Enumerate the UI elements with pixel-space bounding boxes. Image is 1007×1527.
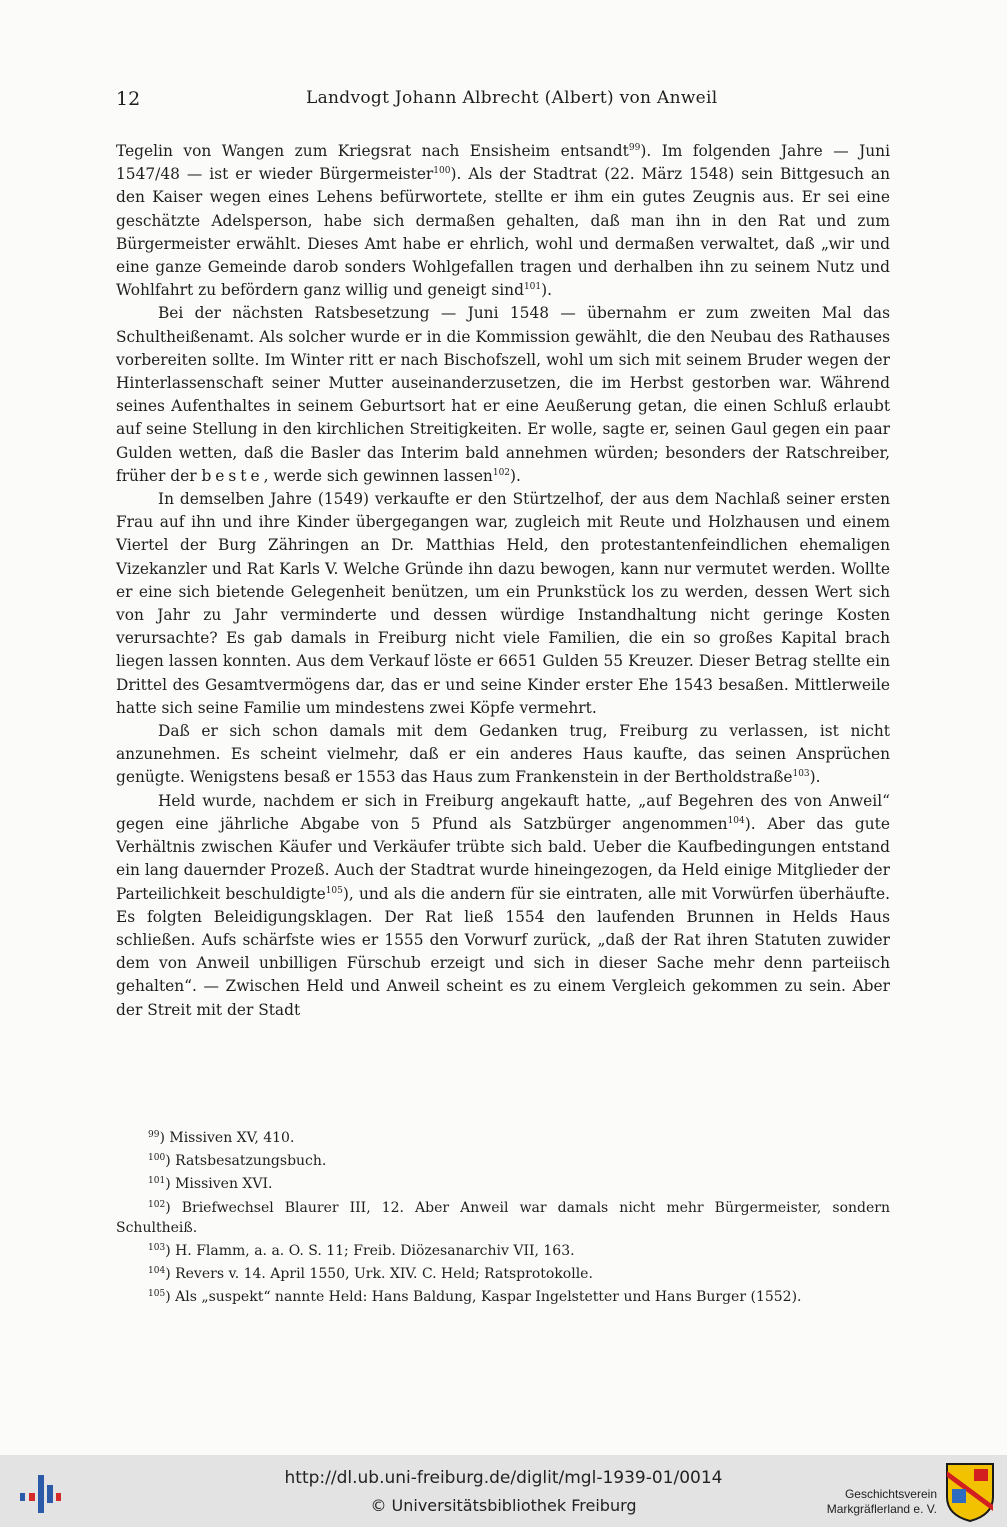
text-run: ), und als die andern für sie eintraten, alle mit Vorwürfen überhäufte. Es folgten Beleidigungsklagen. Der Rat ließ 1554 den laufenden Brunnen in Helds Haus schließen. Aufs schärfste wies er 1555 den Vorwurf zurück, „daß der Rat ihren Statuten zuwider dem von Anweil unbilligen Fürschub erzeigt und sich in dieser Sache mehr denn parteiisch gehalten“. — Zwischen Held und Anweil scheint es zu einem Vergleich gekommen zu sein. Aber der Streit mit der Stadt	[116, 884, 890, 1019]
footnote	[116, 1261, 890, 1284]
footnote-reference: 103	[792, 769, 810, 780]
footnote-number: 104	[148, 1266, 166, 1277]
paragraph	[116, 488, 890, 720]
copyright-notice: © Universitätsbibliothek Freiburg	[370, 1496, 637, 1515]
paragraph	[116, 790, 890, 1022]
paragraph	[116, 302, 890, 488]
footnote-reference: 102	[492, 467, 511, 478]
footnote-number: 99	[148, 1130, 160, 1140]
footnote	[116, 1238, 890, 1261]
text-run: In demselben Jahre (1549) verkaufte er den Stürtzelhof, der aus dem Nachlaß seiner ersten Frau auf ihn und ihre Kinder übergegangen war, zugleich mit Reute und Holzhausen und einem Viertel der Burg Zähringen an Dr. Matthias Held, den protestantenfeindlichen ehemaligen Vizekanzler und Rat Karls V. Welche Gründe ihn dazu bewogen, kann nur vermutet werden. Wollte er eine sich bietende Gelegenheit benützen, um ein Prunkstück los zu werden, dessen Wert sich von Jahr zu Jahr verminderte und dessen würdige Instandhaltung nicht geringe Kosten verursachte? Es gab damals in Freiburg nicht viele Familien, die ein so großes Kapital brach liegen lassen konnten. Aus dem Verkauf löste er 6651 Gulden 55 Kreuzer. Dieser Betrag stellte ein Drittel des Gesamtvermögens dar, das er und seine Kinder erster Ehe 1543 besaßen. Mittlerweile hatte sich seine Familie um mindestens zwei Köpfe vermehrt.	[116, 490, 890, 717]
footnote-reference: 104	[727, 815, 745, 826]
permalink-url[interactable]: http://dl.ub.uni-freiburg.de/diglit/mgl-1939-01/0014	[284, 1468, 723, 1488]
paragraph	[116, 140, 890, 302]
text-run: ). Als der Stadtrat (22. März 1548) sein Bittgesuch an den Kaiser wegen eines Lehens befürwortete, stellte er ihm ein gutes Zeugnis aus. Er sei eine geschätzte Adelsperson, habe sich dermaßen gehalten, daß man ihn in den Rat und zum Bürgermeister erwählt. Dieses Amt habe er ehrlich, wohl und dermaßen verwaltet, daß „wir und eine ganze Gemeinde darob sonders Wohlgefallen tragen und derhalben ihn zu seinem Nutz und Wohlfahrt zu befördern ganz willig und geneigt sind	[116, 165, 890, 300]
footnote-number: 101	[148, 1176, 166, 1187]
footer-bar	[0, 1455, 1007, 1527]
footnote-text: ) Missiven XV, 410.	[159, 1130, 295, 1146]
footnote-number: 103	[148, 1243, 166, 1254]
footnote-text: ) Missiven XVI.	[165, 1176, 273, 1193]
footnote-text: ) Revers v. 14. April 1550, Urk. XIV. C. Held; Ratsprotokolle.	[165, 1266, 593, 1283]
footnote-text: ) Briefwechsel Blaurer III, 12. Aber Anweil war damals nicht mehr Bürgermeister, sondern Schultheiß.	[116, 1199, 890, 1236]
running-title: Landvogt Johann Albrecht (Albert) von Anweil	[306, 88, 718, 108]
body-text	[116, 140, 890, 1022]
footnote	[116, 1284, 890, 1307]
footnote	[116, 1195, 890, 1238]
text-run: Held wurde, nachdem er sich in Freiburg angekauft hatte, „auf Begehren des von Anweil“ gegen eine jährliche Abgabe von 5 Pfund als Satzbürger angenommen	[116, 791, 890, 833]
footnote-reference: 101	[523, 282, 542, 293]
paragraph	[116, 720, 890, 790]
footnote-reference: 99	[628, 143, 641, 153]
coat-of-arms-icon	[944, 1461, 996, 1523]
page-number: 12	[116, 88, 141, 110]
society-line-2: Markgräflerland e. V.	[826, 1502, 937, 1516]
text-run: Daß er sich schon damals mit dem Gedanken trug, Freiburg zu verlassen, ist nicht anzunehmen. Es scheint vielmehr, daß er ein anderes Haus kaufte, das seinen Ansprüchen genügte. Wenigstens besaß er 1553 das Haus zum Frankenstein in der Bertholdstraße	[116, 722, 890, 787]
footnote-reference: 105	[325, 885, 343, 896]
footnote-text: ) Ratsbesatzungsbuch.	[165, 1153, 327, 1170]
text-run: ).	[809, 768, 821, 787]
footnote-reference: 100	[433, 166, 451, 177]
footnote	[116, 1171, 890, 1194]
emphasized-word: beste	[201, 466, 264, 485]
society-line-1: Geschichtsverein	[844, 1487, 937, 1501]
text-run: ). Aber das gute Verhältnis zwischen Käufer und Verkäufer trübte sich bald. Ueber die Kaufbedingungen entstand ein lang dauernder Prozeß. Auch der Stadtrat wurde hineingezogen, da Held einige Mitglieder der Parteilichkeit beschuldigte	[116, 814, 890, 903]
footnote-number: 105	[148, 1289, 166, 1300]
footnote-number: 102	[148, 1199, 166, 1210]
footnote	[116, 1125, 890, 1148]
text-run: ). Im folgenden Jahre — Juni 1547/48 — ist er wieder Bürgermeister	[116, 142, 890, 184]
text-run: ).	[510, 466, 521, 485]
society-name	[827, 1487, 937, 1517]
text-run: Bei der nächsten Ratsbesetzung — Juni 1548 — übernahm er zum zweiten Mal das Schultheißenamt. Als solcher wurde er in die Kommission gewählt, die den Neubau des Rathauses vorbereiten sollte. Im Winter ritt er nach Bischofszell, wohl um sich mit seinem Bruder wegen der Hinterlassenschaft seiner Mutter auseinanderzusetzen, die im Herbst gestorben war. Während seines Aufenthaltes in seinem Geburtsort hat er eine Aeußerung getan, die einen Schluß erlaubt auf seine Stellung in den kirchlichen Streitigkeiten. Er wolle, sagte er, seinen Gaul gegen ein paar Gulden wetten, daß die Basler das Interim bald annehmen würden; besonders der Ratschreiber, früher der	[116, 304, 890, 485]
footnote-text: ) H. Flamm, a. a. O. S. 11; Freib. Diözesanarchiv VII, 163.	[165, 1243, 575, 1260]
footnote-text: ) Als „suspekt“ nannte Held: Hans Baldung, Kaspar Ingelstetter und Hans Burger (1552).	[165, 1289, 802, 1306]
text-run: , werde sich gewinnen lassen	[263, 466, 493, 485]
text-run: Tegelin von Wangen zum Kriegsrat nach Ensisheim entsandt	[116, 142, 629, 160]
footnote	[116, 1148, 890, 1171]
text-run: ).	[541, 281, 553, 300]
footnote-number: 100	[148, 1153, 166, 1164]
page-header	[116, 88, 888, 118]
footnotes	[116, 1125, 890, 1308]
